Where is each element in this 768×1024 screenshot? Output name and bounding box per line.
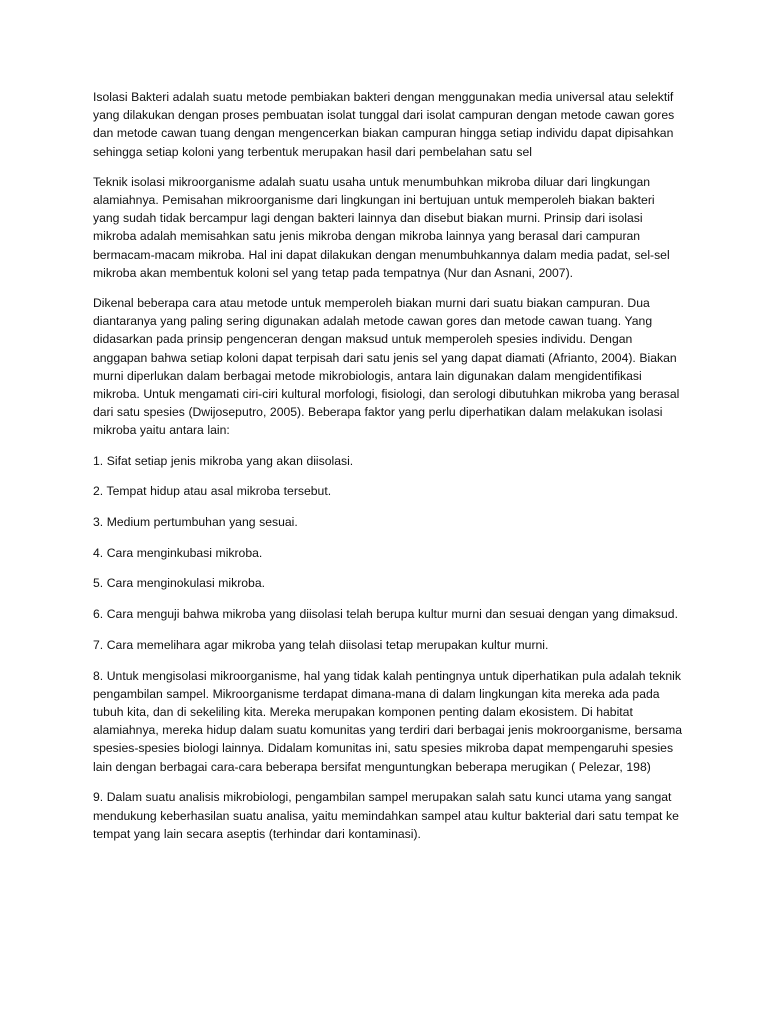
paragraph-isolasi-bakteri: Isolasi Bakteri adalah suatu metode pembiakan bakteri dengan menggunakan media universal atau selektif yang dilakukan dengan proses pembuatan isolat tunggal dari isolat campuran dengan metode cawan gores dan metode cawan tuang dengan mengencerkan biakan campuran hingga setiap individu dapat dipisahkan sehingga setiap koloni yang terbentuk merupakan hasil dari pembelahan satu sel [93, 90, 675, 159]
list-item: 7. Cara memelihara agar mikroba yang telah diisolasi tetap merupakan kultur murni. [93, 637, 549, 652]
list-item: 2. Tempat hidup atau asal mikroba tersebut. [93, 484, 332, 499]
paragraph-teknik-isolasi: Teknik isolasi mikroorganisme adalah suatu usaha untuk menumbuhkan mikroba diluar dari lingkungan alamiahnya. Pemisahan mikroorganisme dari lingkungan ini bertujuan untuk memperoleh biakan bakteri yang sudah tidak bercampur lagi dengan bakteri lainnya dan disebut biakan murni. Prinsip dari isolasi mikroba adalah memisahkan satu jenis mikroba dengan mikroba lainnya yang berasal dari campuran bermacam-macam mikroba. Hal ini dapat dilakukan dengan menumbuhkannya dalam media padat, sel-sel mikroba akan membentuk koloni sel yang tetap pada tempatnya (Nur dan Asnani, 2007). [93, 174, 670, 280]
list-item: 4. Cara menginkubasi mikroba. [93, 545, 263, 560]
document-body [93, 88, 683, 855]
list-item: 1. Sifat setiap jenis mikroba yang akan diisolasi. [93, 453, 354, 468]
list-item: 9. Dalam suatu analisis mikrobiologi, pengambilan sampel merupakan salah satu kunci utama yang sangat mendukung keberhasilan suatu analisa, yaitu memindahkan sampel atau kultur bakterial dari satu tempat ke tempat yang lain secara aseptis (terhindar dari kontaminasi). [93, 790, 679, 841]
list-item: 6. Cara menguji bahwa mikroba yang diisolasi telah berupa kultur murni dan sesuai dengan yang dimaksud. [93, 607, 678, 622]
list-item: 5. Cara menginokulasi mikroba. [93, 576, 265, 591]
paragraph-metode-biakan-murni: Dikenal beberapa cara atau metode untuk memperoleh biakan murni dari suatu biakan campuran. Dua diantaranya yang paling sering digunakan adalah metode cawan gores dan metode cawan tuang. Yang didasarkan pada prinsip pengenceran dengan maksud untuk memperoleh spesies individu. Dengan anggapan bahwa setiap koloni dapat terpisah dari satu jenis sel yang dapat diamati (Afrianto, 2004). Biakan murni diperlukan dalam berbagai metode mikrobiologis, antara lain digunakan dalam mengidentifikasi mikroba. Untuk mengamati ciri-ciri kultural morfologi, fisiologi, dan serologi dibutuhkan mikroba yang berasal dari satu spesies (Dwijoseputro, 2005). Beberapa faktor yang perlu diperhatikan dalam melakukan isolasi mikroba yaitu antara lain: [93, 296, 680, 438]
list-item: 8. Untuk mengisolasi mikroorganisme, hal yang tidak kalah pentingnya untuk diperhatikan pula adalah teknik pengambilan sampel. Mikroorganisme terdapat dimana-mana di dalam lingkungan kita mereka ada pada tubuh kita, dan di sekeliling kita. Mereka merupakan komponen penting dalam ekosistem. Di habitat alamiahnya, mereka hidup dalam suatu komunitas yang terdiri dari berbagai jenis mokroorganisme, bersama spesies-spesies biologi lainnya. Didalam komunitas ini, satu spesies mikroba dapat mempengaruhi spesies lain dengan berbagai cara-cara beberapa bersifat menguntungkan beberapa merugikan ( Pelezar, 198) [93, 668, 683, 774]
list-item: 3. Medium pertumbuhan yang sesuai. [93, 515, 298, 530]
factor-list [93, 452, 683, 843]
